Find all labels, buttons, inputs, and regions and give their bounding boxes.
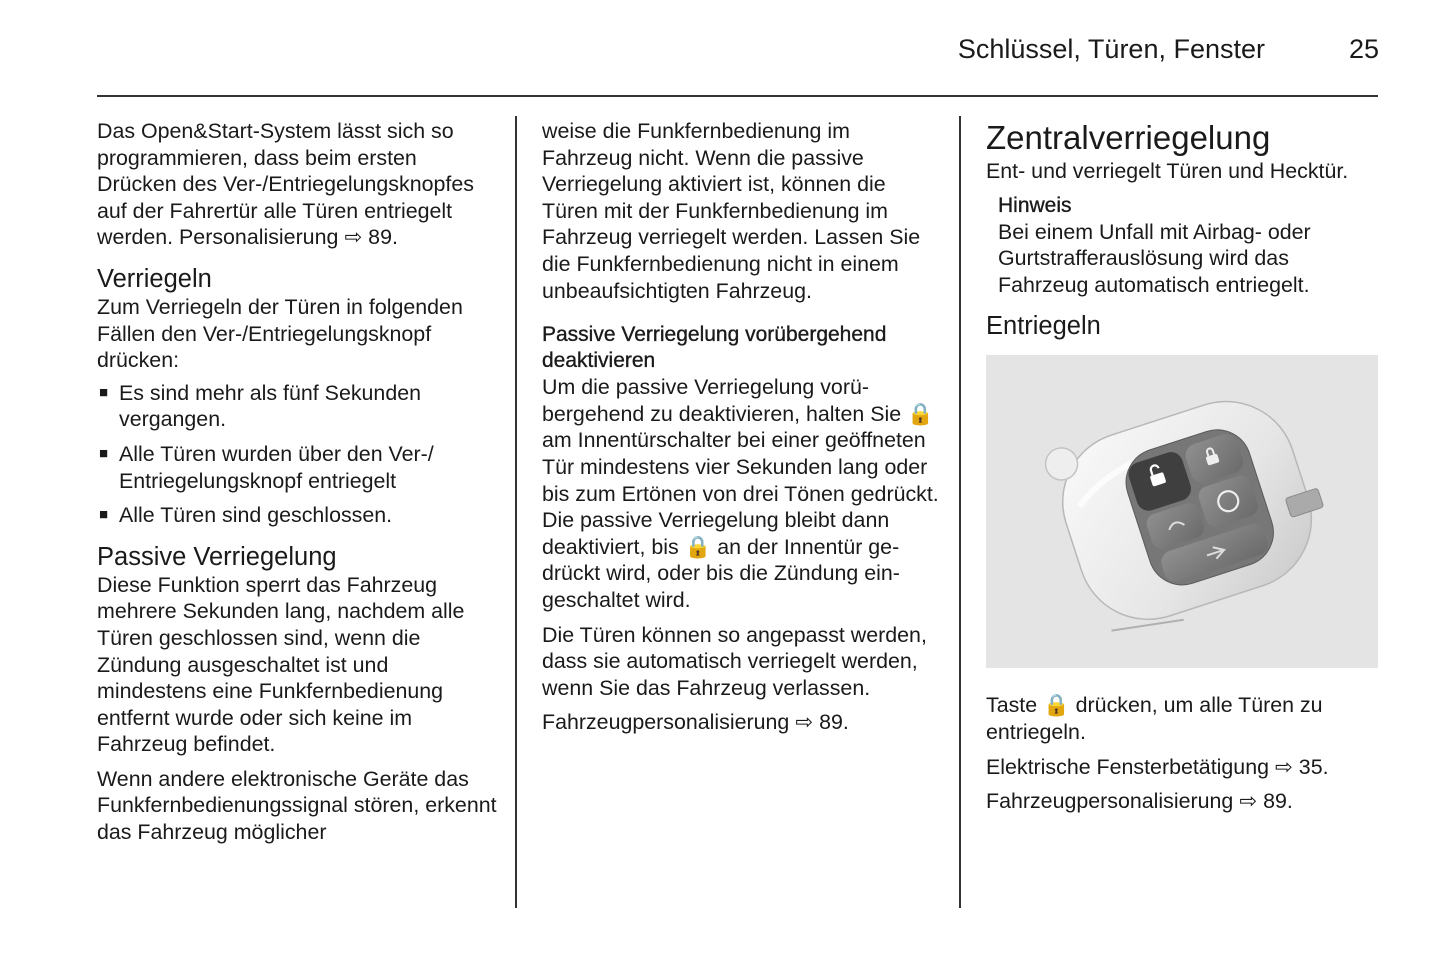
verriegeln-paragraph: Zum Verriegeln der Türen in folgenden Fällen den Ver-/Entriegelungsknopf drücken: <box>97 294 463 373</box>
column-divider-1 <box>515 116 517 908</box>
column-3 <box>986 118 1378 823</box>
text-part: Taste <box>986 693 1044 718</box>
text-part: an der Innentür gedrückt wird, oder bis die Zündung eingeschaltet wird. <box>542 534 900 612</box>
continued-paragraph: weise die Funkfernbedienung im Fahrzeug nicht. Wenn die passive Verriegelung aktiviert ist, können die Türen mit der Funkfernbedienung im Fahrzeug verriegelt werden. Lassen Sie die Funkfernbedienung nicht in einem unbeaufsichtigten Fahrzeug. <box>542 119 921 303</box>
deactivate-subheading: Passive Verriegelung vorübergehend deaktivieren <box>542 323 887 373</box>
list-item: ■ Es sind mehr als fünf Sekunden vergangen. <box>97 380 497 433</box>
list-item: ■ Alle Türen sind geschlossen. <box>97 502 497 529</box>
header-title: Schlüssel, Türen, Fenster <box>957 34 1265 64</box>
text-part: am Innentürschalter bei einer geöffneten Tür mindestens vier Sekunden lang oder bis zum Ertönen von drei Tönen gedrückt. Die passive Verriegelung bleibt dann deaktiviert, bis <box>542 428 939 559</box>
text-part: drücken, um alle Türen zu entriegeln. <box>986 693 1323 744</box>
deactivate-paragraph <box>542 374 942 613</box>
key-fob-drawing <box>986 355 1378 668</box>
note-heading: Hinweis <box>998 193 1072 217</box>
passive-paragraph-2: Wenn andere elektronische Geräte das Funkfernbedienungssignal stören, erkennt das Fahrzeug möglicher <box>97 766 497 845</box>
lock-icon: 🔒 <box>684 534 712 559</box>
passive-paragraph: Diese Funktion sperrt das Fahrzeug mehrere Sekunden lang, nachdem alle Türen geschlossen sind, wenn die Zündung ausgeschaltet ist und mindestens eine Funkfernbedienung entfernt wurde oder sich keine im Fahrzeug befindet. <box>97 572 465 757</box>
zentral-intro: Ent- und verriegelt Türen und Hecktür. <box>986 159 1349 183</box>
text-part: Um die passive Verriegelung vorübergehend zu deaktivieren, halten Sie <box>542 375 908 426</box>
verriegeln-heading: Verriegeln <box>97 264 212 293</box>
note-text: Bei einem Unfall mit Airbag- oder Gurtstrafferauslösung wird das Fahrzeug automatisch entriegelt. <box>998 219 1311 297</box>
personalisation-reference: Fahrzeugpersonalisierung ⇨ 89. <box>542 710 849 735</box>
note-box <box>998 193 1378 299</box>
key-fob-illustration <box>986 355 1378 668</box>
column-2 <box>542 118 942 744</box>
zentralverriegelung-heading: Zentralverriegelung <box>986 119 1271 156</box>
intro-paragraph: Das Open&Start-System lässt sich so programmieren, dass beim ersten Drücken des Ver-/Entriegelungsknopfes auf der Fahrertür alle Türen entriegelt werden. Personalisierung ⇨ 89. <box>97 119 474 250</box>
lock-icon: 🔒 <box>907 401 934 426</box>
personalisation-reference: Fahrzeugpersonalisierung ⇨ 89. <box>986 789 1293 814</box>
header-rule <box>97 95 1378 97</box>
list-item: ■ Alle Türen wurden über den Ver-/ Entriegelungsknopf entriegelt <box>97 441 497 494</box>
window-reference: Elektrische Fensterbetätigung ⇨ 35. <box>986 754 1329 779</box>
unlock-instruction <box>986 692 1378 745</box>
lock-icon: 🔒 <box>1043 693 1070 718</box>
passive-verriegelung-heading: Passive Verriegelung <box>97 542 337 571</box>
bullet-list <box>97 380 497 529</box>
entriegeln-heading: Entriegeln <box>986 312 1101 341</box>
column-1 <box>97 118 497 854</box>
auto-lock-paragraph: Die Türen können so angepasst werden, dass sie automatisch verriegelt werden, wenn Sie das Fahrzeug verlassen. <box>542 622 927 700</box>
page-number: 25 <box>1348 34 1379 64</box>
column-divider-2 <box>959 116 961 908</box>
